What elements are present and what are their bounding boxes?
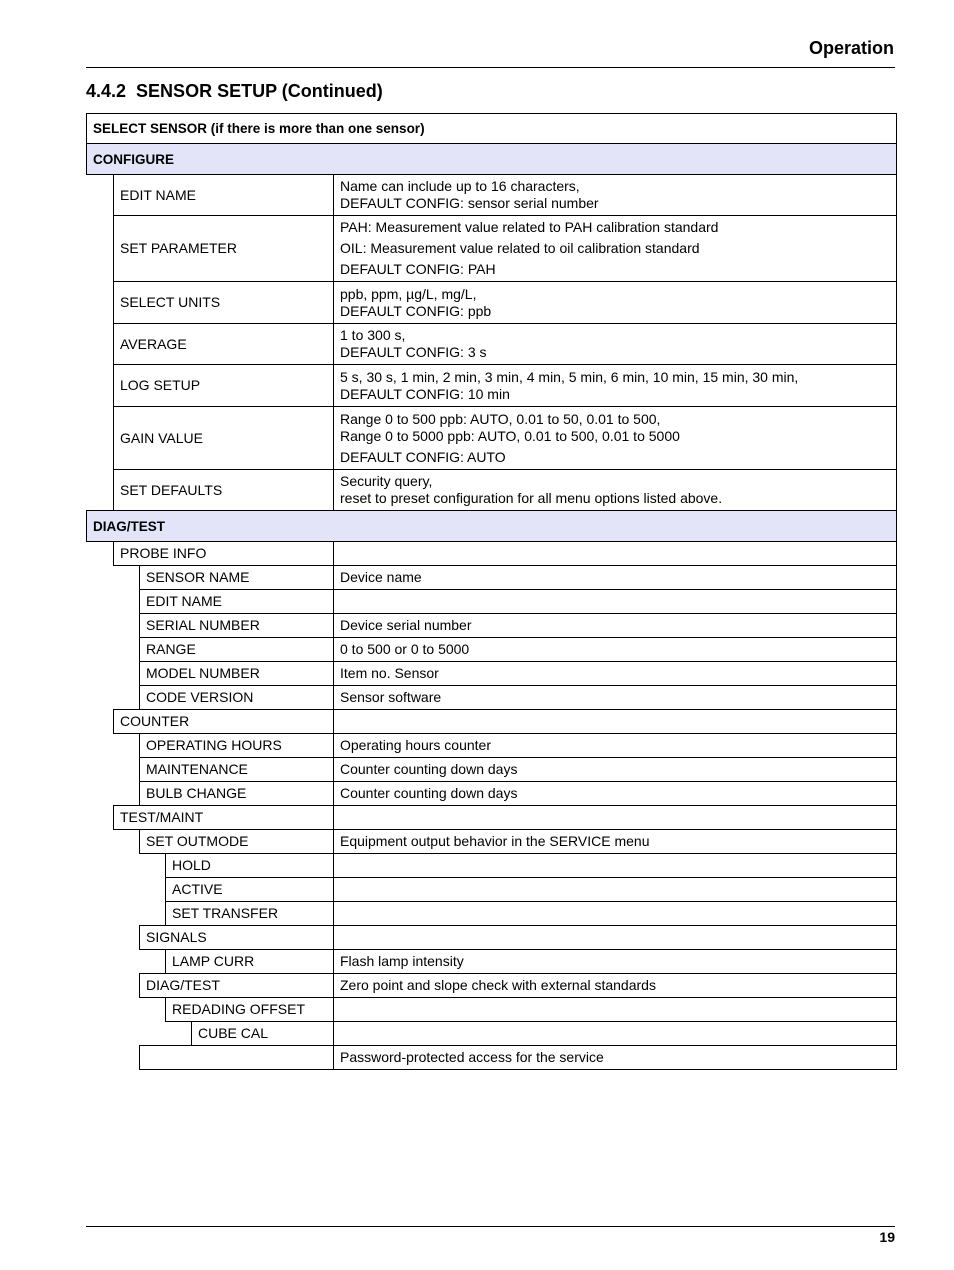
indent-spacer <box>140 854 166 878</box>
description-line: DEFAULT CONFIG: 10 min <box>340 385 510 402</box>
indent-spacer <box>87 175 114 216</box>
menu-item-name: MODEL NUMBER <box>140 662 334 686</box>
indent-spacer <box>114 782 140 806</box>
menu-item-description: Item no. Sensor <box>334 662 897 686</box>
indent-spacer <box>114 590 140 614</box>
section-number: 4.4.2 <box>86 81 127 101</box>
diagtest-row <box>87 758 897 782</box>
menu-item-name: SET OUTMODE <box>140 830 334 854</box>
diagtest-row <box>87 830 897 854</box>
menu-item-name: SENSOR NAME <box>140 566 334 590</box>
description-line: 5 s, 30 s, 1 min, 2 min, 3 min, 4 min, 5 min, 6 min, 10 min, 15 min, 30 min, <box>340 368 799 385</box>
menu-item-description <box>334 216 897 282</box>
indent-spacer <box>140 1022 166 1046</box>
indent-spacer <box>87 758 114 782</box>
indent-spacer <box>87 566 114 590</box>
diagtest-row <box>87 878 897 902</box>
menu-table-body <box>87 114 897 1070</box>
menu-item-description <box>334 1022 897 1046</box>
configure-row <box>87 365 897 407</box>
indent-spacer <box>114 1046 140 1070</box>
menu-item-description: 0 to 500 or 0 to 5000 <box>334 638 897 662</box>
menu-item-name: CUBE CAL <box>192 1022 334 1046</box>
menu-item-name: LOG SETUP <box>114 365 334 407</box>
diagtest-row <box>87 566 897 590</box>
diagtest-row <box>87 662 897 686</box>
menu-item-description <box>334 998 897 1022</box>
indent-spacer <box>114 854 140 878</box>
indent-spacer <box>114 950 140 974</box>
indent-spacer <box>87 590 114 614</box>
diagtest-group-row <box>87 511 897 542</box>
menu-item-name: HOLD <box>166 854 334 878</box>
menu-item-description: Device serial number <box>334 614 897 638</box>
menu-item-description <box>334 902 897 926</box>
menu-item-name <box>140 1046 334 1070</box>
diagtest-row <box>87 974 897 998</box>
diagtest-row <box>87 854 897 878</box>
indent-spacer <box>114 638 140 662</box>
menu-item-description <box>334 926 897 950</box>
diagtest-row <box>87 1022 897 1046</box>
diagtest-row <box>87 782 897 806</box>
menu-item-name: BULB CHANGE <box>140 782 334 806</box>
section-title: SENSOR SETUP (Continued) <box>136 81 383 101</box>
description-line: Range 0 to 5000 ppb: AUTO, 0.01 to 500, 0.01 to 5000 <box>340 427 680 444</box>
header-rule <box>86 67 895 68</box>
menu-item-description <box>334 470 897 511</box>
indent-spacer <box>87 614 114 638</box>
diagtest-row <box>87 998 897 1022</box>
indent-spacer <box>87 1046 114 1070</box>
select-sensor-row <box>87 114 897 144</box>
indent-spacer <box>87 926 114 950</box>
indent-spacer <box>87 1022 114 1046</box>
menu-item-description: Password-protected access for the service <box>334 1046 897 1070</box>
diagtest-row <box>87 902 897 926</box>
menu-item-name: TEST/MAINT <box>114 806 334 830</box>
section-heading <box>86 81 383 102</box>
indent-spacer <box>114 878 140 902</box>
diagtest-row <box>87 590 897 614</box>
menu-item-name: SET DEFAULTS <box>114 470 334 511</box>
select-sensor-label: SELECT SENSOR (if there is more than one sensor) <box>87 114 897 144</box>
indent-spacer <box>87 854 114 878</box>
indent-spacer <box>140 902 166 926</box>
menu-item-description: Sensor software <box>334 686 897 710</box>
menu-item-name: SET PARAMETER <box>114 216 334 282</box>
indent-spacer <box>140 950 166 974</box>
menu-item-description <box>334 590 897 614</box>
indent-spacer <box>87 830 114 854</box>
menu-item-description <box>334 175 897 216</box>
diagtest-row <box>87 1046 897 1070</box>
diagtest-row <box>87 806 897 830</box>
configure-group-row <box>87 144 897 175</box>
menu-item-name: DIAG/TEST <box>140 974 334 998</box>
indent-spacer <box>114 926 140 950</box>
indent-spacer <box>87 638 114 662</box>
indent-spacer <box>87 974 114 998</box>
indent-spacer <box>87 782 114 806</box>
description-line: reset to preset configuration for all menu options listed above. <box>340 490 723 506</box>
menu-item-description <box>334 878 897 902</box>
menu-item-description: Counter counting down days <box>334 782 897 806</box>
sensor-setup-menu-table <box>86 113 897 1070</box>
page-number: 19 <box>879 1229 895 1245</box>
menu-item-name: CODE VERSION <box>140 686 334 710</box>
diagtest-label: DIAG/TEST <box>87 511 897 542</box>
menu-item-description <box>334 282 897 324</box>
description-line: DEFAULT CONFIG: PAH <box>340 261 496 277</box>
indent-spacer <box>87 662 114 686</box>
indent-spacer <box>87 734 114 758</box>
menu-item-description <box>334 407 897 470</box>
menu-item-description <box>334 365 897 407</box>
indent-spacer <box>114 614 140 638</box>
indent-spacer <box>114 830 140 854</box>
indent-spacer <box>114 734 140 758</box>
menu-item-name: GAIN VALUE <box>114 407 334 470</box>
indent-spacer <box>114 974 140 998</box>
indent-spacer <box>114 662 140 686</box>
menu-item-description <box>334 806 897 830</box>
menu-item-name: SIGNALS <box>140 926 334 950</box>
description-line: ppb, ppm, µg/L, mg/L, <box>340 285 477 302</box>
menu-item-description: Zero point and slope check with external standards <box>334 974 897 998</box>
header-title: Operation <box>808 38 894 58</box>
description-line: DEFAULT CONFIG: sensor serial number <box>340 195 599 211</box>
description-line: Name can include up to 16 characters, <box>340 178 580 194</box>
indent-spacer <box>114 998 140 1022</box>
menu-item-name: SERIAL NUMBER <box>140 614 334 638</box>
indent-spacer <box>87 365 114 407</box>
configure-row <box>87 175 897 216</box>
indent-spacer <box>87 407 114 470</box>
diagtest-row <box>87 542 897 566</box>
menu-item-description <box>334 854 897 878</box>
indent-spacer <box>87 710 114 734</box>
menu-item-description: Equipment output behavior in the SERVICE menu <box>334 830 897 854</box>
description-line: Security query, <box>340 473 433 489</box>
diagtest-row <box>87 710 897 734</box>
menu-item-name: SET TRANSFER <box>166 902 334 926</box>
diagtest-row <box>87 638 897 662</box>
diagtest-row <box>87 614 897 638</box>
description-line: DEFAULT CONFIG: AUTO <box>340 448 506 465</box>
indent-spacer <box>87 998 114 1022</box>
configure-row <box>87 470 897 511</box>
menu-item-description: Flash lamp intensity <box>334 950 897 974</box>
configure-label: CONFIGURE <box>87 144 897 175</box>
indent-spacer <box>114 566 140 590</box>
diagtest-row <box>87 926 897 950</box>
description-line: Range 0 to 500 ppb: AUTO, 0.01 to 50, 0.01 to 500, <box>340 410 661 427</box>
indent-spacer <box>87 950 114 974</box>
indent-spacer <box>114 902 140 926</box>
indent-spacer <box>87 470 114 511</box>
menu-item-name: REDADING OFFSET <box>166 998 334 1022</box>
description-line: PAH: Measurement value related to PAH calibration standard <box>340 219 719 235</box>
diagtest-row <box>87 734 897 758</box>
menu-item-name: PROBE INFO <box>114 542 334 566</box>
menu-item-name: EDIT NAME <box>140 590 334 614</box>
menu-item-name: COUNTER <box>114 710 334 734</box>
indent-spacer <box>87 216 114 282</box>
diagtest-row <box>87 950 897 974</box>
indent-spacer <box>140 998 166 1022</box>
indent-spacer <box>166 1022 192 1046</box>
description-line: 1 to 300 s, <box>340 327 406 343</box>
configure-row <box>87 324 897 365</box>
menu-item-description <box>334 542 897 566</box>
menu-item-description: Counter counting down days <box>334 758 897 782</box>
configure-row <box>87 216 897 282</box>
menu-item-name: SELECT UNITS <box>114 282 334 324</box>
indent-spacer <box>114 1022 140 1046</box>
description-line: OIL: Measurement value related to oil calibration standard <box>340 240 700 256</box>
diagtest-row <box>87 686 897 710</box>
menu-item-name: MAINTENANCE <box>140 758 334 782</box>
menu-item-description <box>334 710 897 734</box>
indent-spacer <box>114 758 140 782</box>
indent-spacer <box>114 686 140 710</box>
menu-item-name: OPERATING HOURS <box>140 734 334 758</box>
indent-spacer <box>87 806 114 830</box>
menu-item-name: LAMP CURR <box>166 950 334 974</box>
configure-row <box>87 407 897 470</box>
menu-item-name: EDIT NAME <box>114 175 334 216</box>
menu-item-name: AVERAGE <box>114 324 334 365</box>
menu-item-name: RANGE <box>140 638 334 662</box>
indent-spacer <box>87 282 114 324</box>
footer-rule <box>86 1226 895 1227</box>
menu-item-description <box>334 324 897 365</box>
indent-spacer <box>87 686 114 710</box>
indent-spacer <box>140 878 166 902</box>
menu-item-description: Operating hours counter <box>334 734 897 758</box>
menu-item-name: ACTIVE <box>166 878 334 902</box>
indent-spacer <box>87 902 114 926</box>
indent-spacer <box>87 542 114 566</box>
menu-item-description: Device name <box>334 566 897 590</box>
indent-spacer <box>87 324 114 365</box>
configure-row <box>87 282 897 324</box>
description-line: DEFAULT CONFIG: 3 s <box>340 344 487 360</box>
description-line: DEFAULT CONFIG: ppb <box>340 302 492 319</box>
indent-spacer <box>87 878 114 902</box>
